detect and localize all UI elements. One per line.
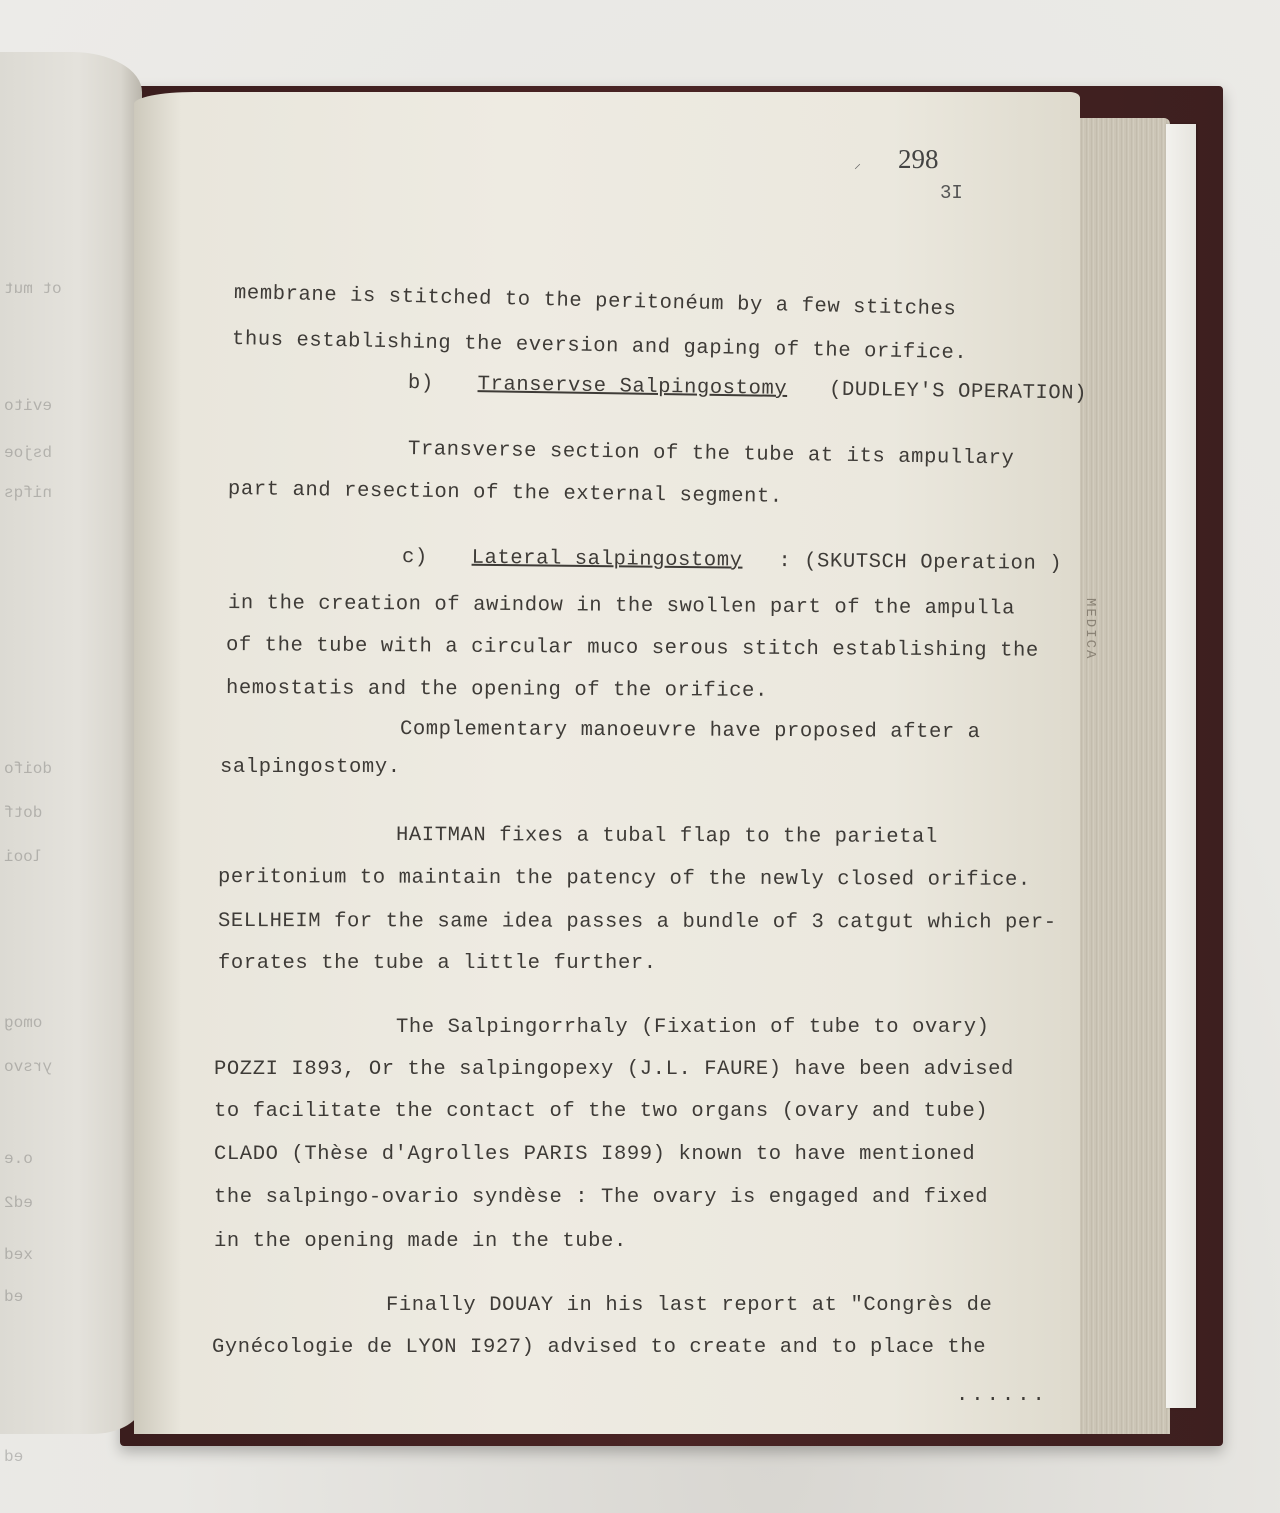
text-line: CLADO (Thèse d'Agrolles PARIS I899) known to have mentioned: [214, 1143, 976, 1166]
text-line: Transverse section of the tube at its ampullary: [407, 438, 1015, 471]
text-line: forates the tube a little further.: [218, 952, 657, 975]
endpaper: [1166, 124, 1196, 1408]
bleed-through-text: o.e: [4, 1150, 33, 1168]
bleed-through-text: bsjoe: [4, 444, 53, 462]
folio-stamp: 298: [898, 144, 939, 174]
text-line: POZZI I893, Or the salpingopexy (J.L. FAURE) have been advised: [214, 1058, 1014, 1081]
text-line: of the tube with a circular muco serous stitch establishing the: [225, 634, 1039, 663]
bleed-through-text: xed: [4, 1246, 33, 1264]
continuation-dots: ......: [956, 1384, 1048, 1407]
heading-subtitle: : (SKUTSCH Operation ): [778, 549, 1063, 576]
heading-marker: c): [401, 546, 428, 570]
text-line: HAITMAN fixes a tubal flap to the parietal: [395, 824, 938, 849]
bleed-through-text: doifo: [4, 760, 53, 778]
text-line: part and resection of the external segment.: [227, 478, 783, 509]
text-line: Finally DOUAY in his last report at "Congrès de: [386, 1294, 993, 1317]
bleed-through-text: yrsvo: [4, 1058, 53, 1076]
section-heading-b: [408, 372, 1087, 406]
bleed-through-text: ed: [4, 1288, 24, 1306]
bleed-through-text: evito: [4, 397, 53, 415]
text-line: hemostatis and the opening of the orifice.: [225, 677, 768, 703]
heading-marker: b): [407, 372, 434, 396]
typewritten-page: [134, 92, 1088, 1434]
text-line: membrane is stitched to the peritonéum by a few stitches: [233, 282, 957, 322]
bleed-through-text: looi: [4, 848, 43, 866]
text-line: in the creation of awindow in the swollen part of the ampulla: [227, 592, 1016, 621]
facing-left-page: [0, 52, 142, 1466]
text-line: in the opening made in the tube.: [214, 1230, 627, 1253]
text-line: Gynécologie de LYON I927) advised to create and to place the: [212, 1336, 987, 1359]
bleed-through-text: dotf: [4, 804, 43, 822]
pencil-mark: ⸝: [854, 157, 861, 173]
text-line: salpingostomy.: [220, 756, 401, 779]
heading-subtitle: (DUDLEY'S OPERATION): [828, 378, 1088, 406]
text-line: the salpingo-ovario syndèse : The ovary is engaged and fixed: [214, 1186, 989, 1209]
bleed-through-text: nifqs: [4, 484, 53, 502]
bleed-through-text: omog: [4, 1014, 43, 1032]
text-line: thus establishing the eversion and gaping of the orifice.: [231, 328, 968, 366]
heading-title: Lateral salpingostomy: [471, 546, 743, 573]
heading-title: Transervse Salpingostomy: [477, 373, 788, 401]
bleed-through-text: ot mut: [4, 280, 62, 298]
text-line: Complementary manoeuvre have proposed after a: [399, 718, 981, 745]
text-line: peritonium to maintain the patency of the newly closed orifice.: [217, 866, 1031, 892]
page-number: 3I: [940, 182, 963, 204]
bleed-through-text: ed2: [4, 1194, 33, 1212]
text-line: The Salpingorrhaly (Fixation of tube to ovary): [396, 1016, 990, 1039]
section-heading-c: [402, 546, 1062, 576]
text-line: to facilitate the contact of the two organs (ovary and tube): [214, 1100, 989, 1123]
edge-label: MEDICA: [1082, 598, 1098, 661]
bleed-through-text: ed: [4, 1448, 24, 1466]
text-line: SELLHEIM for the same idea passes a bundle of 3 catgut which per-: [217, 910, 1057, 935]
